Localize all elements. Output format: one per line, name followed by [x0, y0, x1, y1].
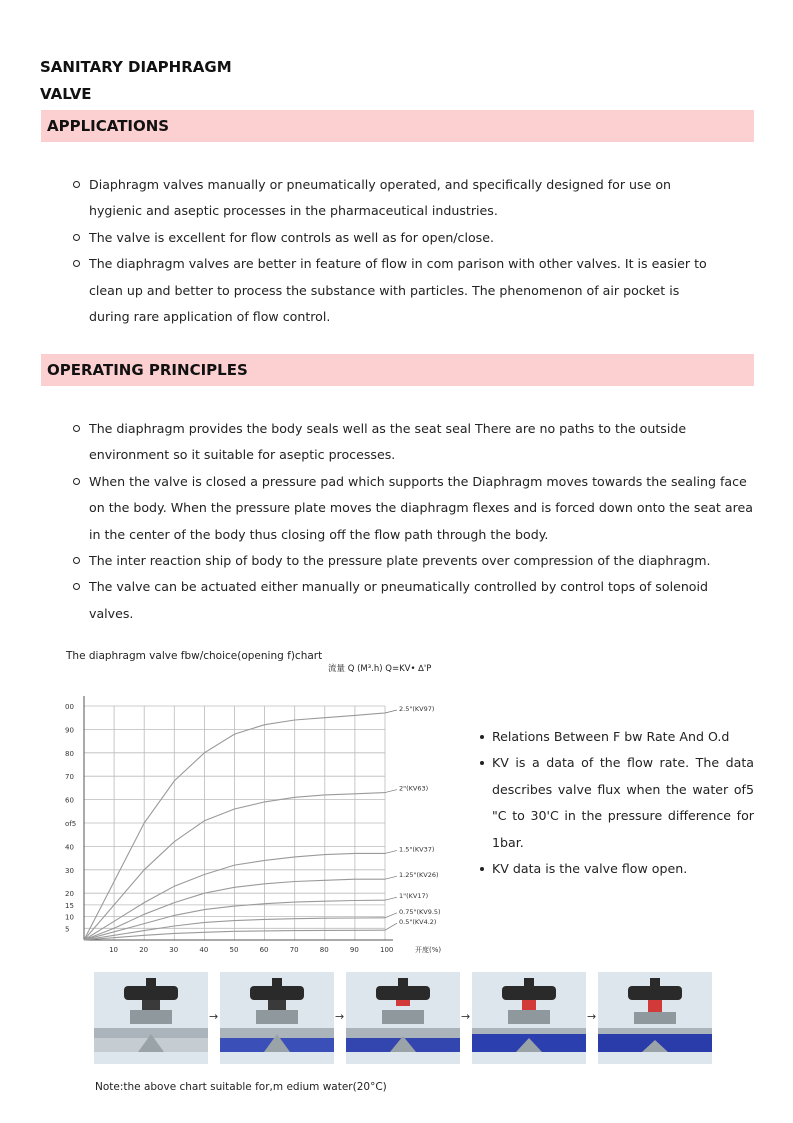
valve-photo-2	[220, 972, 334, 1064]
leader-line	[385, 876, 397, 879]
circle-bullet-icon	[73, 478, 80, 485]
bullet-icon	[480, 735, 484, 739]
bullet-icon	[480, 761, 484, 765]
valve-image	[598, 972, 712, 1064]
list-item: KV data is the valve flow open.	[478, 856, 754, 882]
series-label: 1"(KV17)	[399, 892, 429, 901]
arrow-icon: →	[587, 1010, 597, 1023]
valve-photo-sequence	[94, 972, 714, 1066]
valve-photo-3	[346, 972, 460, 1064]
y-tick-label: 30	[65, 866, 74, 875]
valve-image	[94, 972, 208, 1064]
title-line-1: SANITARY DIAPHRAGM	[40, 58, 232, 76]
leader-line	[385, 897, 397, 900]
series-label: 0.75"(KV9.5)	[399, 907, 441, 916]
circle-bullet-icon	[73, 181, 80, 188]
valve-image	[346, 972, 460, 1064]
flow-chart-svg	[60, 640, 460, 960]
list-item: The diaphragm provides the body seals well as the seat seal There are no paths to the outside environment so it suitable for aseptic processes.	[73, 416, 755, 469]
list-item: Diaphragm valves manually or pneumatically operated, and specifically designed for use on hygienic and aseptic processes in the pharmaceutical industries.	[73, 172, 713, 225]
y-tick-label: 00	[65, 703, 74, 711]
x-tick-label: 60	[259, 946, 269, 954]
operating-principles-heading: OPERATING PRINCIPLES	[47, 361, 248, 379]
flow-chart	[60, 640, 460, 960]
list-item: KV is a data of the flow rate. The data describes valve flux when the water of5 "C to 30'C in the pressure difference for 1bar.	[478, 750, 754, 856]
list-item: The inter reaction ship of body to the pressure plate prevents over compression of the diaphragm.	[73, 548, 755, 574]
leader-line	[385, 850, 397, 853]
series-label: 1.25"(KV26)	[399, 871, 439, 880]
valve-photo-5	[598, 972, 712, 1064]
operating-principles-header	[41, 354, 754, 386]
y-tick-label: 10	[65, 913, 74, 922]
leader-line	[385, 710, 397, 713]
x-tick-label: 20	[139, 946, 149, 954]
x-axis-label: 开度(%)	[415, 946, 442, 954]
arrow-icon: →	[461, 1010, 471, 1023]
leader-line	[385, 790, 397, 793]
arrow-icon: →	[209, 1010, 219, 1023]
x-tick-label: 100	[380, 946, 394, 954]
circle-bullet-icon	[73, 425, 80, 432]
document-title	[40, 54, 300, 108]
y-tick-label: 70	[65, 773, 74, 782]
valve-image	[472, 972, 586, 1064]
x-tick-label: 50	[229, 946, 239, 954]
list-item: When the valve is closed a pressure pad which supports the Diaphragm moves towards the sealing face on the body. When the pressure plate moves the diaphragm flexes and is forced down onto the seat area in the center of the body thus closing off the flow path through the body.	[73, 469, 755, 548]
circle-bullet-icon	[73, 234, 80, 241]
applications-header	[41, 110, 754, 142]
x-tick-label: 40	[199, 946, 209, 954]
leader-line	[385, 923, 397, 930]
valve-photo-4	[472, 972, 586, 1064]
series-label: 0.5"(KV4.2)	[399, 918, 437, 927]
circle-bullet-icon	[73, 583, 80, 590]
chart-note: Note:the above chart suitable for,m edium water(20°C)	[95, 1081, 387, 1093]
x-tick-label: 80	[319, 946, 329, 954]
series-label: 1.5"(KV37)	[399, 845, 435, 854]
x-tick-label: 10	[109, 946, 119, 954]
leader-line	[385, 913, 397, 918]
operating-principles-list	[73, 416, 755, 627]
circle-bullet-icon	[73, 557, 80, 564]
applications-heading: APPLICATIONS	[47, 117, 170, 135]
x-tick-label: 30	[169, 946, 179, 954]
y-tick-label: 20	[65, 890, 74, 899]
series-label: 2.5"(KV97)	[399, 705, 435, 714]
relations-list	[478, 724, 754, 882]
title-line-2: VALVE	[40, 85, 92, 103]
applications-list	[73, 172, 713, 330]
list-item: The valve is excellent for flow controls as well as for open/close.	[73, 225, 713, 251]
y-tick-label: 40	[65, 843, 74, 852]
arrow-icon: →	[335, 1010, 345, 1023]
y-tick-label: 5	[65, 925, 70, 934]
bullet-icon	[480, 867, 484, 871]
valve-image	[220, 972, 334, 1064]
list-item: The valve can be actuated either manually or pneumatically controlled by control tops of solenoid valves.	[73, 574, 755, 627]
x-tick-label: 70	[289, 946, 299, 954]
chart-title: The diaphragm valve fbw/choice(opening f)chart	[66, 650, 323, 662]
list-item: The diaphragm valves are better in feature of flow in com parison with other valves. It is easier to clean up and better to process the substance with particles. The phenomenon of air pocket is during rare application of flow control.	[73, 251, 713, 330]
series-label: 2"(KV63)	[399, 784, 429, 793]
y-tick-label: 60	[65, 796, 74, 805]
y-tick-label: 15	[65, 901, 74, 910]
x-tick-label: 90	[349, 946, 359, 954]
y-tick-label: 80	[65, 749, 74, 758]
chart-formula-label: 流量 Q (M³.h) Q=KV• ∆'P	[328, 664, 432, 674]
list-item: Relations Between F bw Rate And O.d	[478, 724, 754, 750]
y-tick-label: of5	[65, 820, 77, 828]
circle-bullet-icon	[73, 260, 80, 267]
y-tick-label: 90	[65, 726, 74, 735]
valve-photo-1	[94, 972, 208, 1064]
